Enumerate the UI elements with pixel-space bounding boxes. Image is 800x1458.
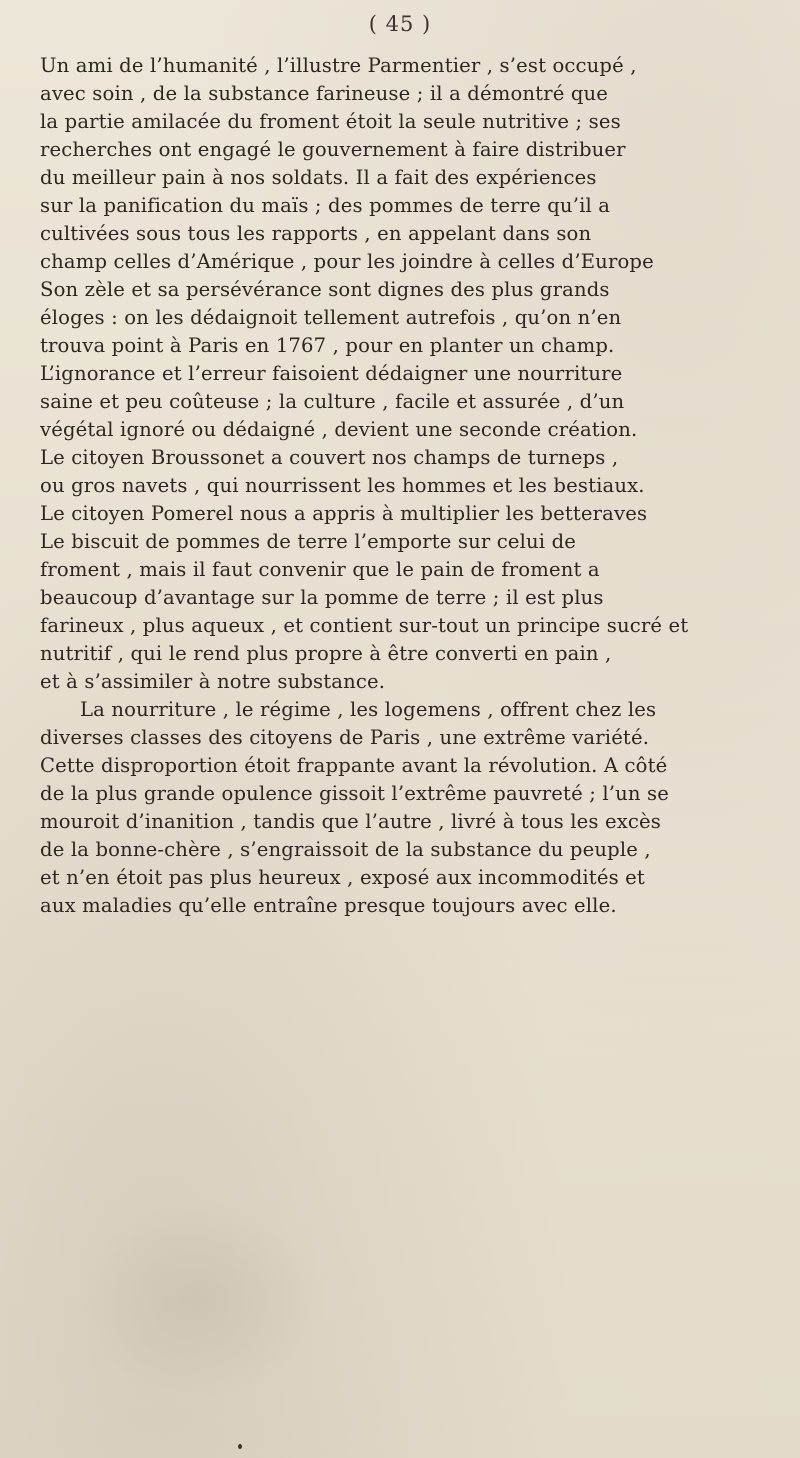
paragraph xyxy=(40,52,768,696)
text-line: Un ami de l’humanité , l’illustre Parmentier , s’est occupé , xyxy=(40,54,637,77)
text-line: la partie amilacée du froment étoit la seule nutritive ; ses xyxy=(40,110,621,133)
text-line: farineux , plus aqueux , et contient sur-tout un principe sucré et xyxy=(40,614,689,637)
text-line: avec soin , de la substance farineuse ; il a démontré que xyxy=(40,82,609,105)
text-line: beaucoup d’avantage sur la pomme de terre ; il est plus xyxy=(40,586,604,609)
text-line: cultivées sous tous les rapports , en appelant dans son xyxy=(40,222,592,245)
paper-stain xyxy=(80,1200,320,1400)
text-line: mouroit d’inanition , tandis que l’autre , livré à tous les excès xyxy=(40,810,662,833)
text-line: éloges : on les dédaignoit tellement autrefois , qu’on n’en xyxy=(40,306,622,329)
text-line: Le citoyen Broussonet a couvert nos champs de turneps , xyxy=(40,446,619,469)
text-line: nutritif , qui le rend plus propre à être converti en pain , xyxy=(40,642,612,665)
text-line: végétal ignoré ou dédaigné , devient une seconde création. xyxy=(40,418,638,441)
text-line: recherches ont engagé le gouvernement à faire distribuer xyxy=(40,138,626,161)
text-line: et n’en étoit pas plus heureux , exposé aux incommodités et xyxy=(40,866,645,889)
text-line: L’ignorance et l’erreur faisoient dédaigner une nourriture xyxy=(40,362,623,385)
text-line: Le biscuit de pommes de terre l’emporte sur celui de xyxy=(40,530,577,553)
text-line: aux maladies qu’elle entraîne presque toujours avec elle. xyxy=(40,894,617,917)
text-line: de la bonne-chère , s’engraissoit de la substance du peuple , xyxy=(40,838,651,861)
text-line: champ celles d’Amérique , pour les joindre à celles d’Europe xyxy=(40,250,654,273)
ink-dot xyxy=(238,1444,242,1449)
paragraph xyxy=(40,696,768,920)
text-line: de la plus grande opulence gissoit l’extrême pauvreté ; l’un se xyxy=(40,782,669,805)
text-line: diverses classes des citoyens de Paris , une extrême variété. xyxy=(40,726,650,749)
text-line: ou gros navets , qui nourrissent les hommes et les bestiaux. xyxy=(40,474,645,497)
text-line: saine et peu coûteuse ; la culture , facile et assurée , d’un xyxy=(40,390,625,413)
text-line: Cette disproportion étoit frappante avant la révolution. A côté xyxy=(40,754,668,777)
text-line: La nourriture , le régime , les logemens , offrent chez les xyxy=(80,698,657,721)
text-line: sur la panification du maïs ; des pommes de terre qu’il a xyxy=(40,194,611,217)
text-line: Le citoyen Pomerel nous a appris à multiplier les betteraves xyxy=(40,502,648,525)
page-number: ( 45 ) xyxy=(368,12,432,36)
text-line: trouva point à Paris en 1767 , pour en planter un champ. xyxy=(40,334,615,357)
text-line: du meilleur pain à nos soldats. Il a fait des expériences xyxy=(40,166,597,189)
text-line: froment , mais il faut convenir que le pain de froment a xyxy=(40,558,600,581)
body-text xyxy=(40,52,768,920)
text-line: et à s’assimiler à notre substance. xyxy=(40,670,386,693)
text-line: Son zèle et sa persévérance sont dignes des plus grands xyxy=(40,278,610,301)
